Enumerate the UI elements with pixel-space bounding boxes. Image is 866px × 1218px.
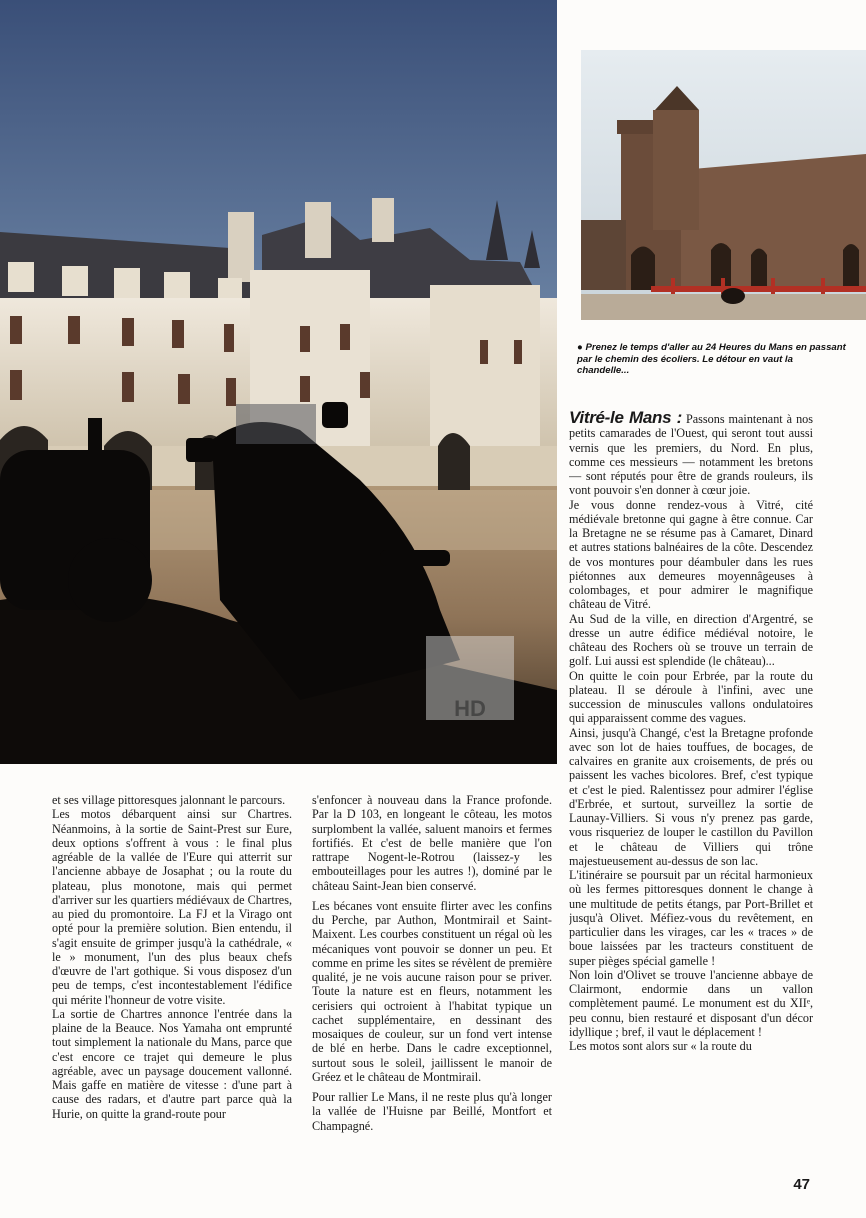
paragraph: Ainsi, jusqu'à Changé, c'est la Bretagne profonde avec son lot de haies touffues, de bocages, de calvaires en granite aux croisements, de prés ou paissent les vaches bicolores. Bref, c'est typique et c'est le pied. Ralentissez pour admirer l'église d'Erbrée, et surtout, surveillez la sortie de Launay-Villiers. Si vous n'y prenez pas garde, vous risqueriez de louper le castillon du Pavillon et le château de Villiers qui trône majestueusement au-dessus de son lac. xyxy=(569,725,813,868)
main-photo-chateau xyxy=(0,0,557,764)
caption-bullet: ● xyxy=(577,342,583,353)
side-photo-castle-vitre xyxy=(581,50,866,320)
paragraph: s'enfoncer à nouveau dans la France profonde. Par la D 103, en longeant le côteau, les motos surplombent la vallée, saluent manoirs et fermes fortifiés. Et c'est de belle manière que l'on rattrape Nogent-le-Rotrou (laissez-y les embouteillages pour les autres !), dominé par le château Saint-Jean bien conservé. xyxy=(312,793,552,893)
paragraph: Je vous donne rendez-vous à Vitré, cité médiévale bretonne qui gagne à être connue. Car la Bretagne ne se résume pas à Camaret, Dinard et autres stations balnéaires de la côte. Descendez de vos montures pour déambuler dans les rues piétonnes aux demeures moyennâgeuses à colombages, et pour admirer le magnifique château de Vitré. xyxy=(569,497,813,612)
photo-caption xyxy=(577,342,847,377)
paragraph: Les motos débarquent ainsi sur Chartres. Néanmoins, à la sortie de Saint-Prest sur Eure, deux options s'offrent à vous : le final plus agréable de la vallée de l'Eure qui atterrit sur l'ancienne abbaye de Josaphat ; ou la route du plateau, plus monotone, mais qui permet d'arriver sur les quartiers médiévaux de Chartres, au pied du promontoire. La FJ et la Virago ont opté pour la première solution. Bien entendu, il s'agit ensuite de grimper jusqu'à la cathédrale, « le » monument, l'un des plus beaux chefs d'œuvre de l'art gothique. Si vous disposez d'un peu de temps, c'est incontestablement l'édifice qui mérite l'honneur de votre visite. xyxy=(52,807,292,1007)
paragraph: Les motos sont alors sur « la route du xyxy=(569,1039,752,1053)
article-column-right xyxy=(569,411,813,1179)
paragraph-text: Passons maintenant à nos petits camarades de l'Ouest, qui seront tout aussi vernis que les premiers, du Nord. En plus, comme ces messieurs — notamment les bretons — sont réputés pour être de grands rouleurs, ils vont pouvoir s'en donner à cœur joie. xyxy=(569,412,813,498)
watermark-hd: HD xyxy=(454,696,486,721)
paragraph xyxy=(569,411,813,498)
paragraph: et ses village pittoresques jalonnant le parcours. xyxy=(52,793,286,807)
paragraph: Au Sud de la ville, en direction d'Argentré, se dresse un autre édifice médiéval notoire, le château des Rochers où se trouve un terrain de golf. Lui aussi est splendide (le château)... xyxy=(569,611,813,669)
paragraph: Pour rallier Le Mans, il ne reste plus qu'à longer la vallée de l'Huisne par Beillé, Montfort et Champagné. xyxy=(312,1090,552,1133)
article-column-left xyxy=(52,793,292,1178)
caption-text: Prenez le temps d'aller au 24 Heures du Mans en passant par le chemin des écoliers. Le détour en vaut la chandelle... xyxy=(577,342,846,376)
paragraph: On quitte le coin pour Erbrée, par la route du plateau. Il se déroule à l'infini, avec une succession de minuscules vallons ondulatoires qui apparaissent comme des vagues. xyxy=(569,668,813,726)
page-number: 47 xyxy=(793,1176,810,1193)
paragraph: L'itinéraire se poursuit par un récital harmonieux où les fermes pittoresques donnent le change à une multitude de petits étangs, par Port-Brillet et jusqu'à Olivet. Méfiez-vous du revêtement, en particulier dans les virages, car les « traces » de boue laissées par les tracteurs constituent de super pièges spécial gamelle ! xyxy=(569,868,813,968)
paragraph: La sortie de Chartres annonce l'entrée dans la plaine de la Beauce. Nos Yamaha ont emprunté tout simplement la nationale du Mans, parce que c'est encore ce trajet qui demeure le plus agréable, avec un paysage doucement vallonné. Mais gaffe en matière de vitesse : d'une part à cause des radars, et d'autre part parce quà la Hurie, on quitte la grand-route pour xyxy=(52,1006,292,1121)
section-title-vitre-le-mans: Vitré-le Mans : xyxy=(569,411,682,427)
paragraph: Non loin d'Olivet se trouve l'ancienne abbaye de Clairmont, endormie dans un vallon complètement paumé. Le monument est du XIIᵉ, peu connu, bien restauré et disposant d'un décor idyllique ; bref, il vaut le déplacement ! xyxy=(569,967,813,1039)
paragraph: Les bécanes vont ensuite flirter avec les confins du Perche, par Authon, Montmirail et Saint-Maixent. Les courbes constituent un régal où les mécaniques vont pouvoir se donner un peu. Et comme en prime les sites se révèlent de première qualité, je ne vois aucune raison pour se priver. Toute la nature est en fleurs, notamment les cerisiers qui octroient à l'habitat typique un cachet supplémentaire, en dessinant des mosaiques de couleur, sur un fond vert intense de blé en herbe. Dans le cadre exceptionnel, surtout sous le soleil, jaillissent le manoir de Gréez et le château de Montmirail. xyxy=(312,898,552,1084)
article-column-middle xyxy=(312,793,552,1178)
